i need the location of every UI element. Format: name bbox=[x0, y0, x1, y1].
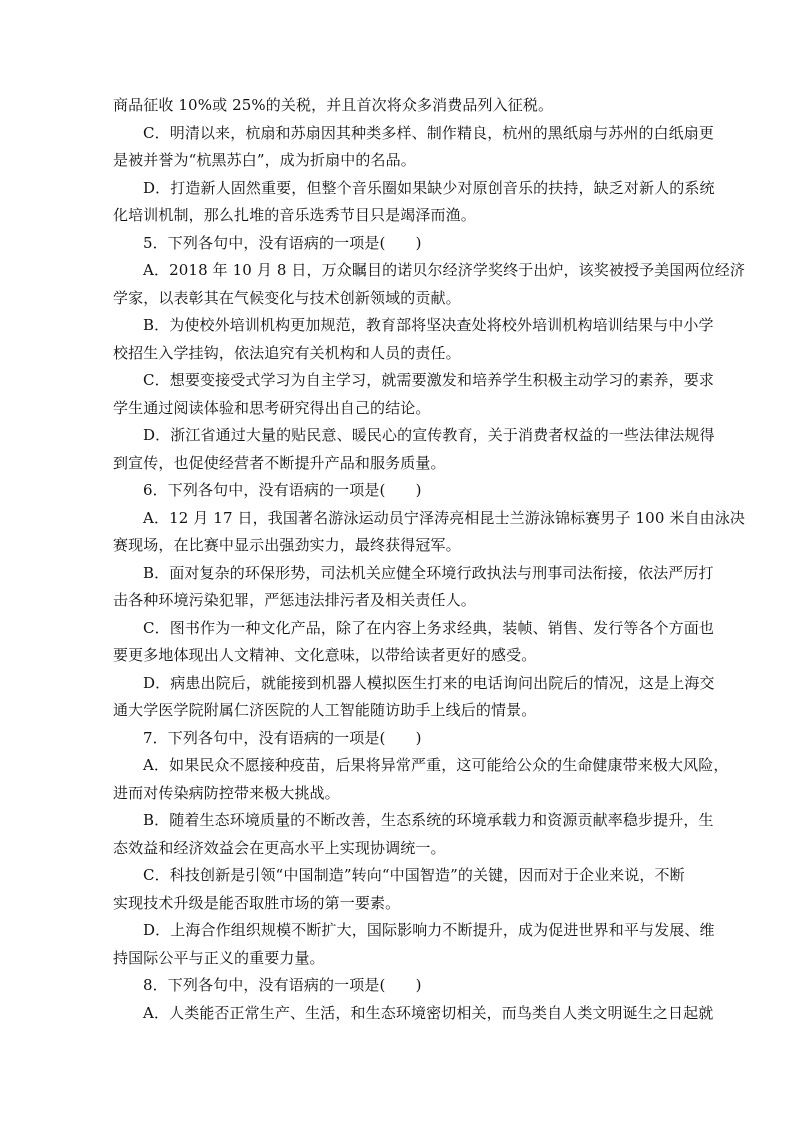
q6-option-a: A．12 月 17 日，我国著名游泳运动员宁泽涛亮相昆士兰游泳锦标赛男子 100 米自由泳决 bbox=[143, 508, 746, 527]
q7-option-a: A．如果民众不愿接种疫苗，后果将异常严重，这可能给公众的生命健康带来极大风险， bbox=[143, 756, 729, 774]
text-line-continuation: 商品征收 10%或 25%的关税，并且首次将众多消费品列入征税。 bbox=[113, 96, 554, 114]
question-7-title: 7．下列各句中，没有语病的一项是( ) bbox=[143, 728, 422, 747]
q6-option-a-continuation: 赛现场，在比赛中显示出强劲实力，最终获得冠军。 bbox=[113, 536, 461, 554]
q7-option-b: B．随着生态环境质量的不断改善，生态系统的环境承载力和资源贡献率稳步提升，生 bbox=[143, 811, 714, 829]
document-page bbox=[113, 92, 746, 1027]
q6-option-d: D．病患出院后，就能接到机器人模拟医生打来的电话询问出院后的情况，这是上海交 bbox=[143, 673, 715, 692]
q5-option-d-continuation: 到宣传，也促使经营者不断提升产品和服务质量。 bbox=[113, 453, 446, 472]
q8-option-a: A．人类能否正常生产、生活，和生态环境密切相关，而鸟类自人类文明诞生之日起就 bbox=[143, 1003, 714, 1022]
q7-option-d: D．上海合作组织规模不断扩大，国际影响力不断提升，成为促进世界和平与发展、维 bbox=[143, 921, 715, 939]
q6-option-d-continuation: 通大学医学院附属仁济医院的人工智能随访助手上线后的情景。 bbox=[113, 701, 537, 719]
q5-option-a-continuation: 学家，以表彰其在气候变化与技术创新领域的贡献。 bbox=[113, 288, 461, 307]
q7-option-c: C．科技创新是引领“中国制造”转向“中国智造”的关键，因而对于企业来说，不断 bbox=[143, 866, 685, 884]
option-c-line: C．明清以来，杭扇和苏扇因其种类多样、制作精良，杭州的黑纸扇与苏州的白纸扇更 bbox=[143, 123, 715, 142]
question-5-title: 5．下列各句中，没有语病的一项是( ) bbox=[143, 233, 422, 252]
q5-option-c: C．想要变接受式学习为自主学习，就需要激发和培养学生积极主动学习的素养，要求 bbox=[143, 371, 715, 389]
q6-option-b: B．面对复杂的环保形势，司法机关应健全环境行政执法与刑事司法衔接，依法严厉打 bbox=[143, 563, 714, 582]
q6-option-c-continuation: 要更多地体现出人文精神、文化意味，以带给读者更好的感受。 bbox=[113, 646, 537, 664]
q5-option-b-continuation: 校招生入学挂钩，依法追究有关机构和人员的责任。 bbox=[113, 343, 461, 362]
question-8-title: 8．下列各句中，没有语病的一项是( ) bbox=[143, 976, 422, 994]
option-d-line: D．打造新人固然重要，但整个音乐圈如果缺少对原创音乐的扶持，缺乏对新人的系统 bbox=[143, 178, 715, 197]
q7-option-b-continuation: 态效益和经济效益会在更高水平上实现协调统一。 bbox=[113, 838, 446, 857]
option-c-continuation: 是被并誉为“杭黑苏白”，成为折扇中的名品。 bbox=[113, 151, 416, 169]
q5-option-c-continuation: 学生通过阅读体验和思考研究得出自己的结论。 bbox=[113, 398, 431, 417]
q6-option-b-continuation: 击各种环境污染犯罪，严惩违法排污者及相关责任人。 bbox=[113, 591, 476, 609]
q5-option-d: D．浙江省通过大量的贴民意、暖民心的宣传教育，关于消费者权益的一些法律法规得 bbox=[143, 426, 715, 444]
q5-option-b: B．为使校外培训机构更加规范，教育部将坚决查处将校外培训机构培训结果与中小学 bbox=[143, 316, 714, 334]
q7-option-a-continuation: 进而对传染病防控带来极大挑战。 bbox=[113, 783, 340, 802]
q7-option-c-continuation: 实现技术升级是能否取胜市场的第一要素。 bbox=[113, 893, 401, 912]
q7-option-d-continuation: 持国际公平与正义的重要力量。 bbox=[113, 948, 325, 967]
option-d-continuation: 化培训机制，那么扎堆的音乐选秀节目只是竭泽而渔。 bbox=[113, 206, 476, 224]
q5-option-a: A．2018 年 10 月 8 日，万众瞩目的诺贝尔经济学奖终于出炉，该奖被授予美国两位经济 bbox=[143, 261, 746, 279]
q6-option-c: C．图书作为一种文化产品，除了在内容上务求经典，装帧、销售、发行等各个方面也 bbox=[143, 618, 715, 637]
question-6-title: 6．下列各句中，没有语病的一项是( ) bbox=[143, 481, 422, 499]
